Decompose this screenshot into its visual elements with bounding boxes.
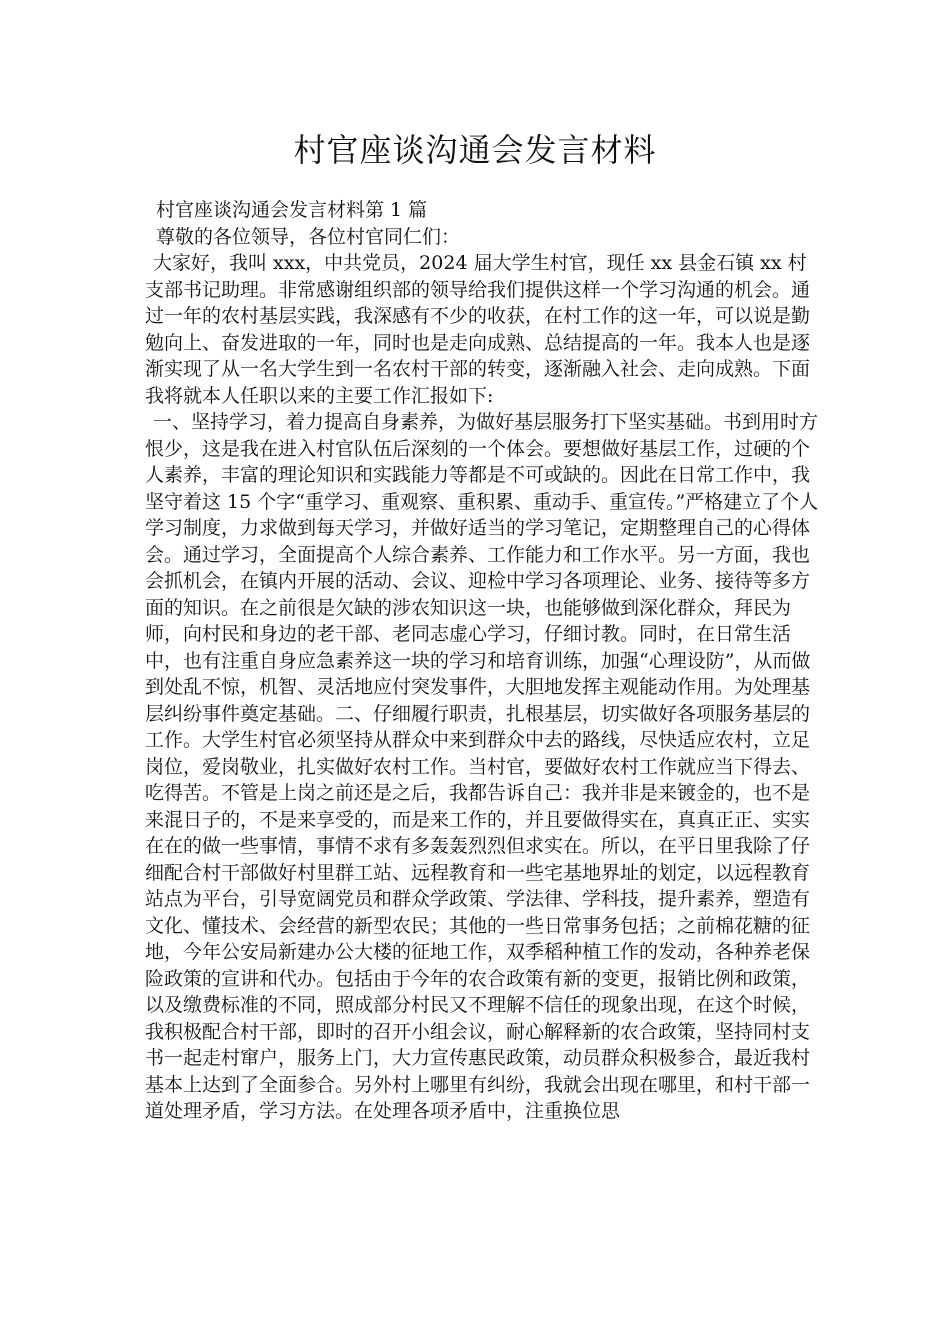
document-body — [145, 197, 825, 1125]
paragraph-intro: 大家好，我叫 xxx，中共党员，2024 届大学生村官，现任 xx 县金石镇 xx 村支部书记助理。非常感谢组织部的领导给我们提供这样一个学习沟通的机会。通过一年的农村基层实践，我深感有不少的收获，在村工作的这一年，可以说是勤勉向上、奋发进取的一年，同时也是走向成熟、总结提高的一年。我本人也是逐渐实现了从一名大学生到一名农村干部的转变，逐渐融入社会、走向成熟。下面我将就本人任职以来的主要工作汇报如下: — [145, 252, 811, 407]
salutation: 尊敬的各位领导，各位村官同仁们： — [156, 225, 461, 248]
section-heading: 村官座谈沟通会发言材料第 1 篇 — [156, 199, 428, 221]
paragraph-main: 一、坚持学习，着力提高自身素养，为做好基层服务打下坚实基础。书到用时方恨少，这是我在进入村官队伍后深刻的一个体会。要想做好基层工作，过硬的个人素养，丰富的理论知识和实践能力等都是不可或缺的。因此在日常工作中，我坚守着这 15 个字“重学习、重观察、重积累、重动手、重宣传。”严格建立了个人学习制度，力求做到每天学习，并做好适当的学习笔记，定期整理自己的心得体会。通过学习，全面提高个人综合素养、工作能力和工作水平。另一方面，我也会抓机会，在镇内开展的活动、会议、迎检中学习各项理论、业务、接待等多方面的知识。在之前很是欠缺的涉农知识这一块，也能够做到深化群众，拜民为师，向村民和身边的老干部、老同志虚心学习，仔细讨教。同时，在日常生活中，也有注重自身应急素养这一块的学习和培育训练，加强“心理设防”，从而做到处乱不惊，机智、灵活地应付突发事件，大胆地发挥主观能动作用。为处理基层纠纷事件奠定基础。二、仔细履行职责，扎根基层，切实做好各项服务基层的工作。大学生村官必须坚持从群众中来到群众中去的路线，尽快适应农村，立足岗位，爱岗敬业，扎实做好农村工作。当村官，要做好农村工作就应当下得去、吃得苦。不管是上岗之前还是之后，我都告诉自己：我并非是来镀金的，也不是来混日子的，不是来享受的，而是来工作的，并且要做得实在，真真正正、实实在在的做一些事情，事情不求有多轰轰烈烈但求实在。所以，在平日里我除了仔细配合村干部做好村里群工站、远程教育和一些宅基地界址的划定，以远程教育站点为平台，引导宽阔党员和群众学政策、学法律、学科技，提升素养，塑造有文化、懂技术、会经营的新型农民；其他的一些日常事务包括；之前棉花糖的征地，今年公安局新建办公大楼的征地工作，双季稻种植工作的发动，各种养老保险政策的宣讲和代办。包括由于今年的农合政策有新的变更，报销比例和政策，以及缴费标准的不同，照成部分村民又不理解不信任的现象出现，在这个时候，我积极配合村干部，即时的召开小组会议，耐心解释新的农合政策，坚持同村支书一起走村窜户，服务上门，大力宣传惠民政策，动员群众积极参合，最近我村基本上达到了全面参合。另外村上哪里有纠纷，我就会出现在哪里，和村干部一道处理矛盾，学习方法。在处理各项矛盾中，注重换位思 — [145, 411, 819, 1122]
document-title: 村官座谈沟通会发言材料 — [293, 131, 657, 169]
